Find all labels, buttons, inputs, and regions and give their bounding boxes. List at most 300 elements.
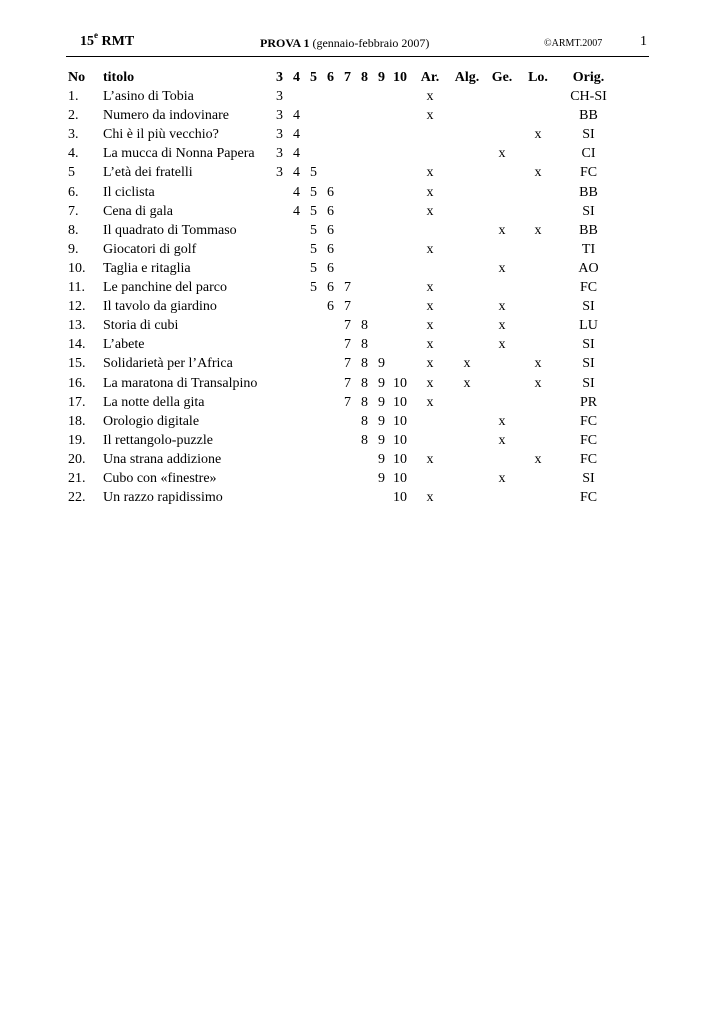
cell-algebra <box>450 316 484 335</box>
cell-level-10: 10 <box>393 375 407 391</box>
cell-level-3 <box>271 431 288 450</box>
cell-level-3 <box>271 202 288 221</box>
cell-level-4: 4 <box>293 165 300 181</box>
cell-no: 12. <box>68 299 86 315</box>
cell-title: Una strana addizione <box>103 451 222 467</box>
cell-level-8: 8 <box>361 318 368 334</box>
cell-level-6: 6 <box>327 203 334 219</box>
cell-level-8 <box>356 450 373 469</box>
cell-level-6 <box>322 450 339 469</box>
cell-origin: SI <box>582 299 595 315</box>
cell-level-6 <box>322 354 339 373</box>
table-header <box>68 68 621 87</box>
cell-level-4: 4 <box>293 127 300 143</box>
cell-geometry: x <box>498 470 506 486</box>
cell-origin: BB <box>579 108 598 124</box>
cell-no: 11. <box>68 280 85 296</box>
cell-level-8 <box>356 259 373 278</box>
cell-title: Solidarietà per l’Africa <box>103 356 233 372</box>
cell-level-4 <box>288 374 305 393</box>
cell-algebra <box>450 106 484 125</box>
cell-arithmetic: x <box>426 394 434 410</box>
cell-geometry: x <box>498 260 506 276</box>
cell-level-3 <box>271 335 288 354</box>
cell-level-5 <box>305 335 322 354</box>
cell-title: Le panchine del parco <box>103 280 227 296</box>
cell-title: L’abete <box>103 337 145 353</box>
header-level-3: 3 <box>276 70 283 85</box>
cell-level-3 <box>271 469 288 488</box>
cell-level-9: 9 <box>378 470 385 486</box>
cell-level-6 <box>322 335 339 354</box>
table-row <box>68 450 621 469</box>
table-row <box>68 393 621 412</box>
cell-level-9: 9 <box>378 451 385 467</box>
cell-level-10 <box>390 183 410 202</box>
cell-logic <box>520 106 556 125</box>
edition-number: 15 <box>80 34 94 49</box>
cell-logic <box>520 240 556 259</box>
cell-title: Orologio digitale <box>103 413 200 429</box>
cell-arithmetic: x <box>426 490 434 506</box>
cell-no: 19. <box>68 432 86 448</box>
cell-level-9 <box>373 125 390 144</box>
table-row <box>68 488 621 507</box>
cell-arithmetic: x <box>426 241 434 257</box>
table-row <box>68 354 621 373</box>
cell-title: L’asino di Tobia <box>103 89 194 105</box>
cell-level-7 <box>339 202 356 221</box>
cell-algebra <box>450 297 484 316</box>
cell-level-8: 8 <box>361 356 368 372</box>
cell-level-7 <box>339 125 356 144</box>
cell-level-9 <box>373 163 390 182</box>
cell-arithmetic <box>410 144 450 163</box>
cell-level-9 <box>373 87 390 106</box>
cell-level-10 <box>390 87 410 106</box>
cell-level-9 <box>373 106 390 125</box>
cell-level-3: 3 <box>276 165 283 181</box>
cell-level-10 <box>390 125 410 144</box>
cell-title: Numero da indovinare <box>103 108 229 124</box>
cell-level-4 <box>288 240 305 259</box>
cell-title: Cubo con «finestre» <box>103 470 217 486</box>
cell-level-10 <box>390 316 410 335</box>
cell-level-8 <box>356 144 373 163</box>
cell-logic: x <box>534 356 542 372</box>
cell-arithmetic: x <box>426 299 434 315</box>
cell-no: 5 <box>68 165 75 181</box>
cell-origin: AO <box>578 260 599 276</box>
cell-no: 4. <box>68 146 79 162</box>
cell-geometry <box>484 163 520 182</box>
cell-level-4: 4 <box>293 203 300 219</box>
problems-table <box>68 68 621 507</box>
cell-geometry: x <box>498 413 506 429</box>
cell-level-7 <box>339 144 356 163</box>
cell-level-4 <box>288 450 305 469</box>
cell-level-10 <box>390 259 410 278</box>
table-row <box>68 278 621 297</box>
cell-level-7: 7 <box>344 375 351 391</box>
cell-level-9: 9 <box>378 413 385 429</box>
cell-level-9 <box>373 202 390 221</box>
header-arithmetic: Ar. <box>420 70 440 85</box>
cell-level-6 <box>322 469 339 488</box>
cell-level-6: 6 <box>327 280 334 296</box>
cell-level-5 <box>305 374 322 393</box>
cell-level-10 <box>390 144 410 163</box>
cell-logic <box>520 297 556 316</box>
cell-title: Chi è il più vecchio? <box>103 127 219 143</box>
cell-level-4 <box>288 412 305 431</box>
cell-level-10 <box>390 163 410 182</box>
cell-logic <box>520 431 556 450</box>
cell-level-3 <box>271 297 288 316</box>
cell-title: Un razzo rapidissimo <box>103 490 223 506</box>
cell-geometry <box>484 87 520 106</box>
cell-origin: FC <box>579 280 598 296</box>
cell-geometry: x <box>498 222 506 238</box>
cell-level-8 <box>356 240 373 259</box>
cell-algebra: x <box>463 356 471 372</box>
cell-title: Storia di cubi <box>103 318 179 334</box>
cell-level-10 <box>390 240 410 259</box>
cell-algebra <box>450 125 484 144</box>
cell-level-7 <box>339 240 356 259</box>
cell-level-6 <box>322 488 339 507</box>
cell-origin: SI <box>582 203 595 219</box>
cell-arithmetic: x <box>426 165 434 181</box>
header-level-5: 5 <box>310 70 317 85</box>
cell-no: 1. <box>68 89 79 105</box>
cell-level-4 <box>288 354 305 373</box>
cell-arithmetic: x <box>426 280 434 296</box>
cell-level-7 <box>339 488 356 507</box>
cell-level-3 <box>271 259 288 278</box>
table-row <box>68 202 621 221</box>
cell-level-3 <box>271 240 288 259</box>
cell-logic <box>520 393 556 412</box>
cell-geometry: x <box>498 432 506 448</box>
cell-algebra <box>450 278 484 297</box>
cell-origin: BB <box>579 222 598 238</box>
cell-no: 8. <box>68 222 79 238</box>
cell-algebra <box>450 163 484 182</box>
cell-level-7 <box>339 412 356 431</box>
cell-level-4 <box>288 393 305 412</box>
cell-level-6 <box>322 163 339 182</box>
cell-origin: BB <box>579 184 598 200</box>
cell-level-9 <box>373 488 390 507</box>
header-logic: Lo. <box>528 70 548 85</box>
cell-level-9 <box>373 316 390 335</box>
table-row <box>68 240 621 259</box>
cell-logic: x <box>534 451 542 467</box>
cell-level-8: 8 <box>361 375 368 391</box>
cell-level-3 <box>271 412 288 431</box>
cell-geometry: x <box>498 146 506 162</box>
cell-level-5 <box>305 106 322 125</box>
cell-no: 17. <box>68 394 86 410</box>
cell-geometry <box>484 488 520 507</box>
cell-level-10 <box>390 278 410 297</box>
cell-level-10 <box>390 354 410 373</box>
cell-geometry <box>484 125 520 144</box>
cell-level-9 <box>373 335 390 354</box>
cell-level-5 <box>305 87 322 106</box>
cell-algebra <box>450 240 484 259</box>
cell-algebra <box>450 87 484 106</box>
cell-logic <box>520 488 556 507</box>
cell-level-10: 10 <box>393 490 407 506</box>
cell-no: 14. <box>68 337 86 353</box>
cell-logic: x <box>534 222 542 238</box>
cell-level-7 <box>339 431 356 450</box>
cell-level-6 <box>322 87 339 106</box>
cell-level-8 <box>356 106 373 125</box>
table-row <box>68 183 621 202</box>
cell-origin: SI <box>582 127 595 143</box>
cell-level-3: 3 <box>276 108 283 124</box>
cell-geometry <box>484 106 520 125</box>
cell-level-6: 6 <box>327 222 334 238</box>
cell-level-6 <box>322 125 339 144</box>
cell-no: 2. <box>68 108 79 124</box>
cell-logic <box>520 335 556 354</box>
cell-arithmetic <box>410 412 450 431</box>
cell-arithmetic: x <box>426 451 434 467</box>
cell-level-4 <box>288 469 305 488</box>
cell-level-6 <box>322 374 339 393</box>
cell-geometry <box>484 450 520 469</box>
cell-level-4: 4 <box>293 108 300 124</box>
cell-level-6: 6 <box>327 241 334 257</box>
cell-level-7 <box>339 221 356 240</box>
cell-level-3: 3 <box>276 146 283 162</box>
cell-level-4 <box>288 259 305 278</box>
cell-no: 13. <box>68 318 86 334</box>
cell-level-3 <box>271 221 288 240</box>
cell-level-4 <box>288 278 305 297</box>
cell-origin: SI <box>582 356 595 372</box>
cell-title: Il rettangolo-puzzle <box>103 432 214 448</box>
cell-origin: CI <box>581 146 596 162</box>
table-row <box>68 335 621 354</box>
cell-level-8 <box>356 297 373 316</box>
cell-algebra <box>450 393 484 412</box>
cell-algebra <box>450 221 484 240</box>
cell-algebra <box>450 259 484 278</box>
cell-level-7: 7 <box>344 318 351 334</box>
cell-level-8 <box>356 469 373 488</box>
cell-level-7: 7 <box>344 356 351 372</box>
cell-no: 9. <box>68 241 79 257</box>
cell-algebra <box>450 144 484 163</box>
cell-level-9 <box>373 259 390 278</box>
cell-level-7 <box>339 106 356 125</box>
cell-logic: x <box>534 375 542 391</box>
cell-origin: FC <box>579 165 598 181</box>
cell-arithmetic: x <box>426 337 434 353</box>
table-row <box>68 259 621 278</box>
header-level-9: 9 <box>378 70 385 85</box>
table-row <box>68 316 621 335</box>
cell-level-8 <box>356 278 373 297</box>
cell-origin: LU <box>579 318 598 334</box>
cell-arithmetic <box>410 469 450 488</box>
cell-logic <box>520 202 556 221</box>
cell-title: La mucca di Nonna Papera <box>103 146 255 162</box>
cell-level-8 <box>356 221 373 240</box>
cell-arithmetic: x <box>426 108 434 124</box>
cell-no: 7. <box>68 203 79 219</box>
cell-level-5 <box>305 297 322 316</box>
cell-level-4 <box>288 87 305 106</box>
cell-origin: PR <box>579 394 598 410</box>
cell-level-8 <box>356 125 373 144</box>
cell-level-5 <box>305 354 322 373</box>
cell-title: Taglia e ritaglia <box>103 260 191 276</box>
header-geometry: Ge. <box>491 70 513 85</box>
cell-geometry: x <box>498 318 506 334</box>
header-level-4: 4 <box>293 70 300 85</box>
cell-level-8: 8 <box>361 337 368 353</box>
cell-logic <box>520 316 556 335</box>
cell-level-7: 7 <box>344 280 351 296</box>
table-header-row <box>68 68 621 87</box>
cell-level-9 <box>373 221 390 240</box>
cell-level-5 <box>305 125 322 144</box>
cell-algebra: x <box>463 375 471 391</box>
cell-origin: TI <box>581 241 596 257</box>
cell-level-7 <box>339 259 356 278</box>
table-row <box>68 297 621 316</box>
cell-level-9 <box>373 144 390 163</box>
cell-level-7: 7 <box>344 299 351 315</box>
cell-level-5 <box>305 450 322 469</box>
table-body <box>68 87 621 507</box>
cell-title: Il quadrato di Tommaso <box>103 222 237 238</box>
cell-title: L’età dei fratelli <box>103 165 193 181</box>
table-row <box>68 125 621 144</box>
cell-logic <box>520 183 556 202</box>
cell-level-10: 10 <box>393 451 407 467</box>
table-row <box>68 87 621 106</box>
cell-arithmetic: x <box>426 318 434 334</box>
cell-logic <box>520 144 556 163</box>
cell-level-9 <box>373 240 390 259</box>
cell-level-6 <box>322 316 339 335</box>
cell-level-3: 3 <box>276 127 283 143</box>
test-period: (gennaio-febbraio 2007) <box>312 36 430 50</box>
cell-origin: FC <box>579 432 598 448</box>
cell-level-4 <box>288 431 305 450</box>
cell-level-4: 4 <box>293 184 300 200</box>
cell-level-5 <box>305 316 322 335</box>
header-level-7: 7 <box>344 70 351 85</box>
cell-level-4 <box>288 488 305 507</box>
cell-level-10 <box>390 335 410 354</box>
cell-level-9: 9 <box>378 375 385 391</box>
table-row <box>68 221 621 240</box>
cell-logic: x <box>534 165 542 181</box>
cell-level-5: 5 <box>310 280 317 296</box>
table-row <box>68 469 621 488</box>
cell-level-9: 9 <box>378 394 385 410</box>
cell-logic <box>520 259 556 278</box>
cell-level-3 <box>271 374 288 393</box>
edition-name: RMT <box>101 34 135 49</box>
table-row <box>68 412 621 431</box>
cell-level-7: 7 <box>344 394 351 410</box>
cell-algebra <box>450 335 484 354</box>
cell-algebra <box>450 183 484 202</box>
cell-level-8 <box>356 183 373 202</box>
cell-level-5 <box>305 431 322 450</box>
cell-level-5 <box>305 469 322 488</box>
cell-level-10 <box>390 106 410 125</box>
cell-level-10 <box>390 202 410 221</box>
cell-algebra <box>450 488 484 507</box>
header-algebra: Alg. <box>454 70 480 85</box>
cell-level-3 <box>271 450 288 469</box>
header-origin: Orig. <box>572 70 605 85</box>
cell-no: 10. <box>68 260 86 276</box>
cell-origin: CH-SI <box>570 89 607 105</box>
cell-level-8 <box>356 202 373 221</box>
cell-arithmetic: x <box>426 203 434 219</box>
cell-arithmetic <box>410 259 450 278</box>
cell-level-3 <box>271 316 288 335</box>
cell-no: 15. <box>68 356 86 372</box>
cell-level-7: 7 <box>344 337 351 353</box>
edition-label <box>80 30 135 50</box>
cell-logic <box>520 412 556 431</box>
cell-geometry <box>484 354 520 373</box>
cell-level-6 <box>322 431 339 450</box>
cell-geometry <box>484 183 520 202</box>
cell-level-10 <box>390 297 410 316</box>
cell-logic <box>520 469 556 488</box>
cell-origin: SI <box>582 375 595 391</box>
cell-level-7 <box>339 450 356 469</box>
cell-level-5: 5 <box>310 165 317 181</box>
cell-logic <box>520 278 556 297</box>
edition-superscript: e <box>94 30 98 41</box>
cell-level-6 <box>322 393 339 412</box>
cell-level-3 <box>271 393 288 412</box>
cell-algebra <box>450 469 484 488</box>
cell-level-5 <box>305 144 322 163</box>
cell-level-10: 10 <box>393 413 407 429</box>
cell-origin: SI <box>582 470 595 486</box>
cell-title: Il ciclista <box>103 184 155 200</box>
cell-no: 18. <box>68 413 86 429</box>
cell-title: Il tavolo da giardino <box>103 299 217 315</box>
cell-level-5 <box>305 488 322 507</box>
cell-geometry <box>484 240 520 259</box>
cell-title: La maratona di Transalpino <box>103 375 258 391</box>
copyright: ©ARMT.2007 <box>544 38 603 49</box>
cell-origin: FC <box>579 490 598 506</box>
cell-arithmetic: x <box>426 89 434 105</box>
cell-algebra <box>450 202 484 221</box>
cell-level-4 <box>288 316 305 335</box>
cell-algebra <box>450 450 484 469</box>
page-number: 1 <box>640 34 647 49</box>
cell-logic <box>520 87 556 106</box>
